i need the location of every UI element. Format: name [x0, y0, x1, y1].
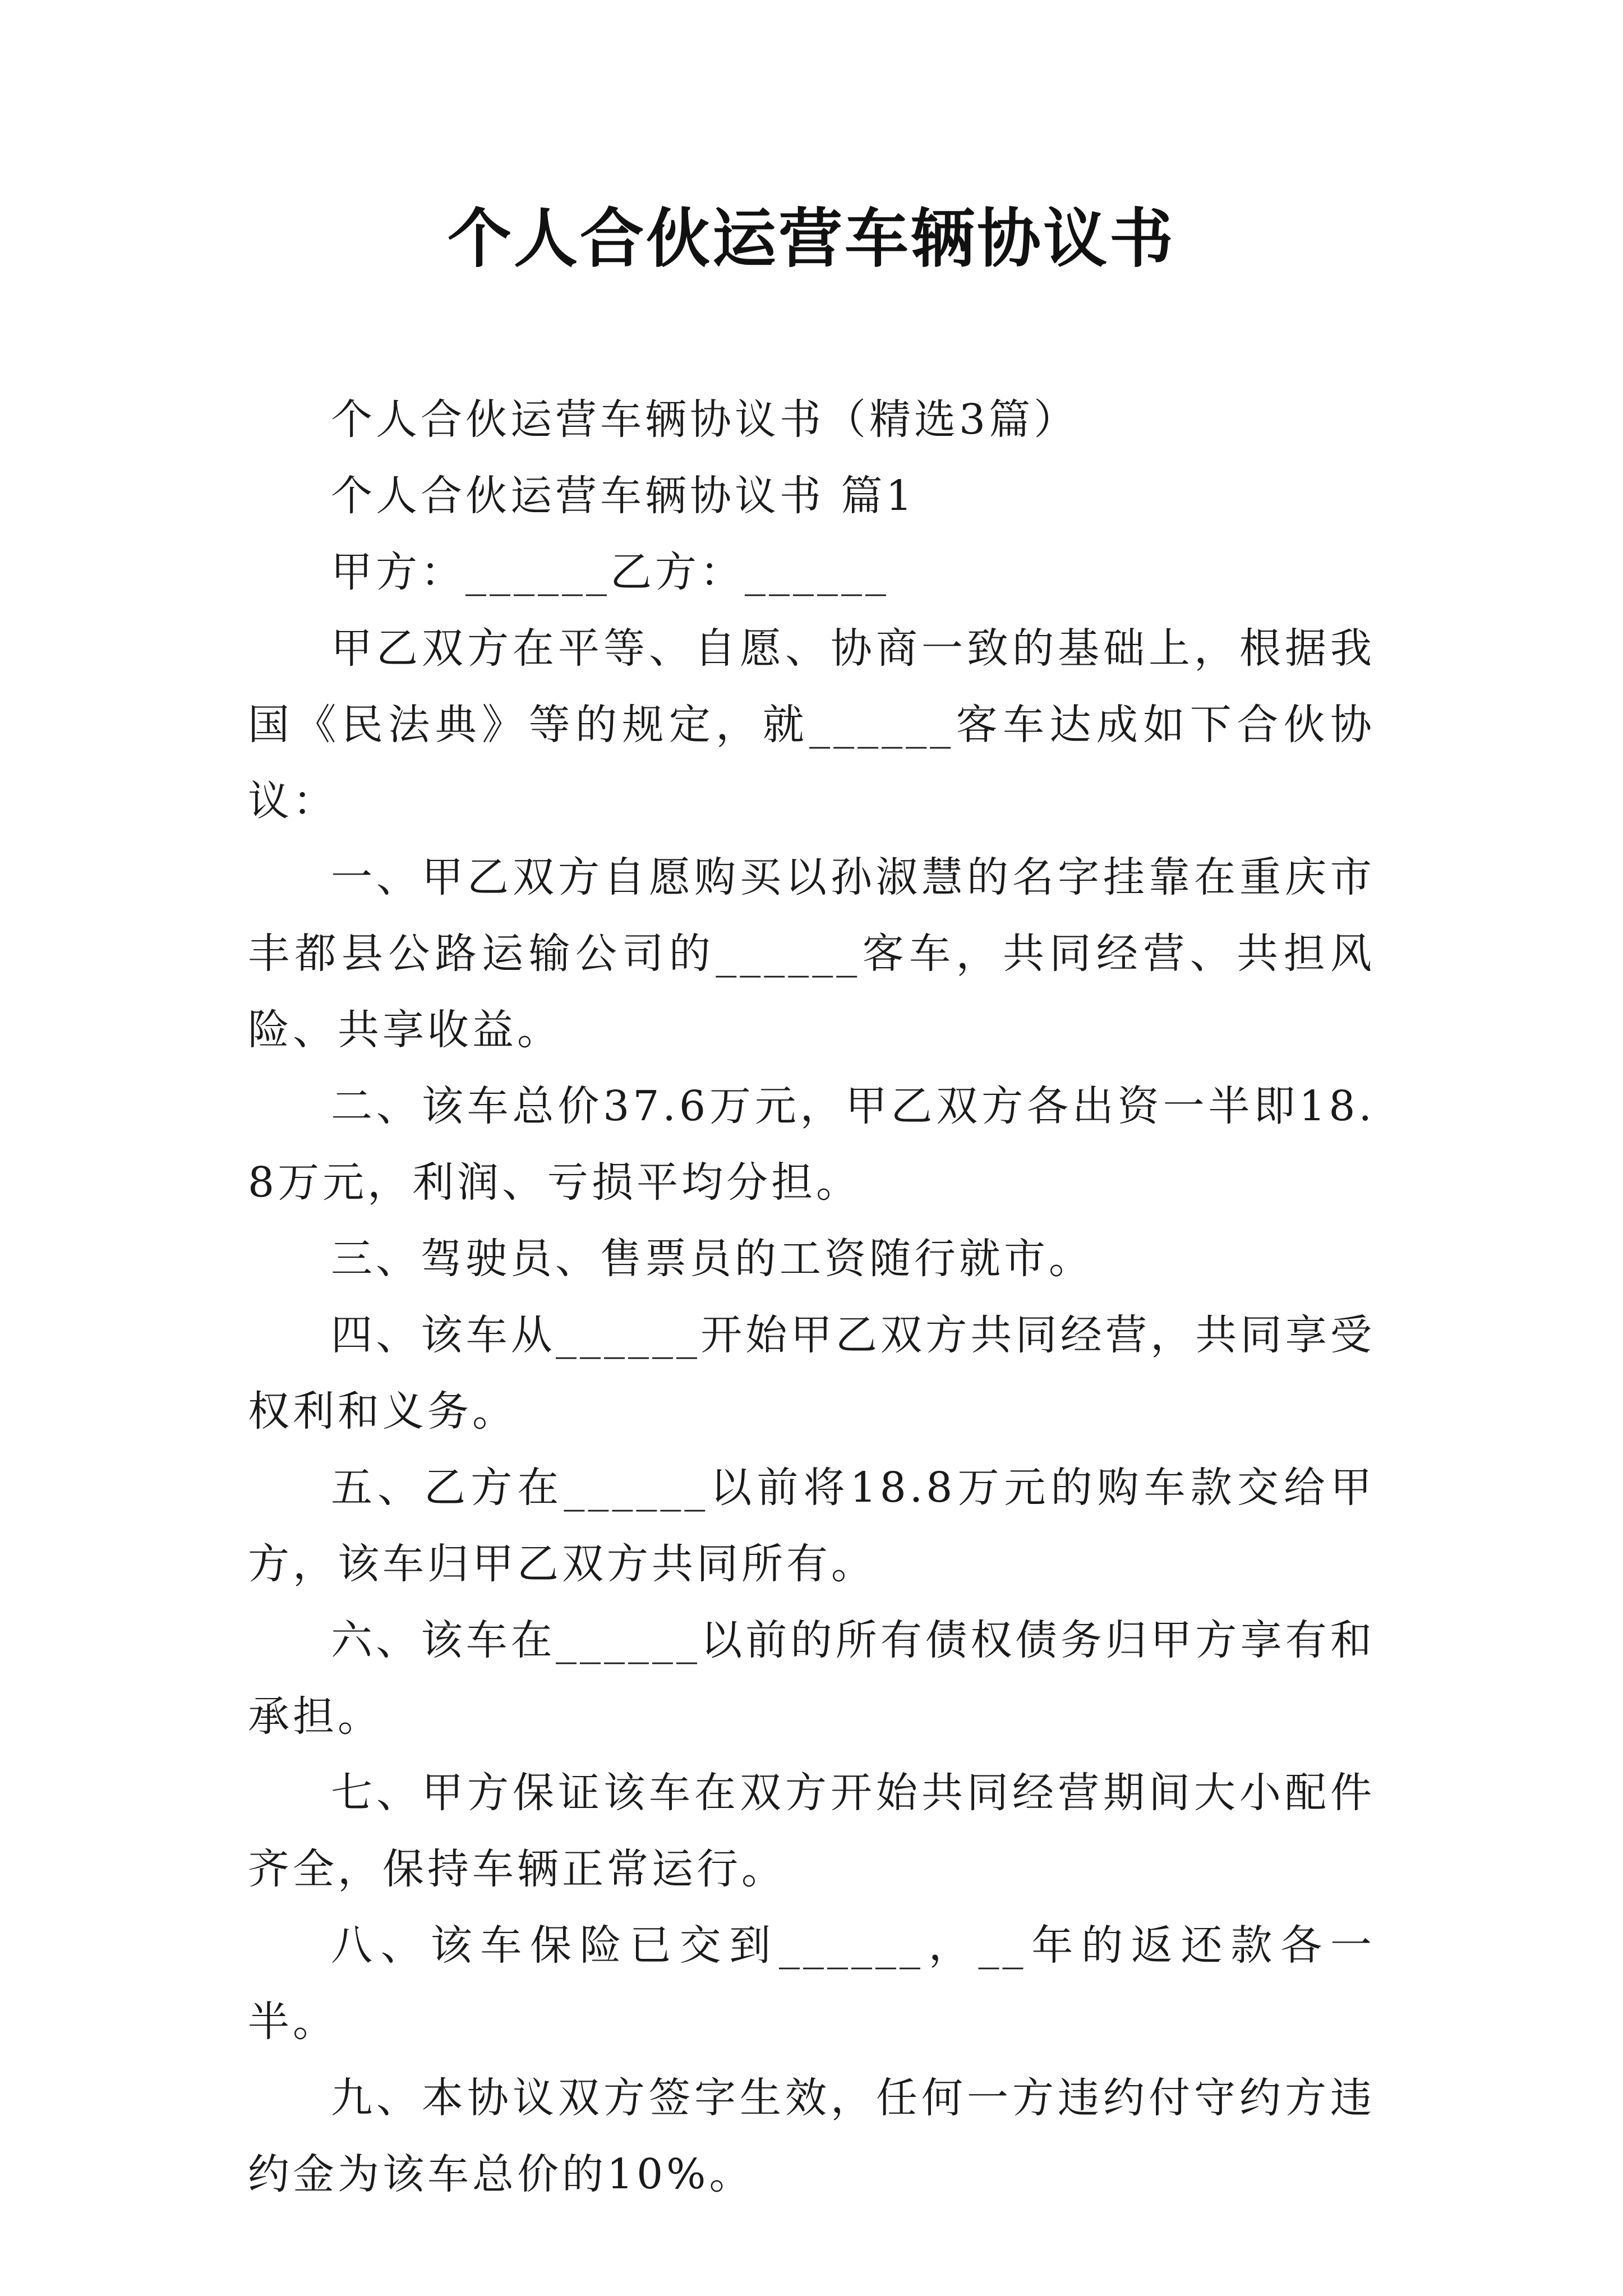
document-body: [248, 381, 1375, 2212]
clause-1: 一、甲乙双方自愿购买以孙淑慧的名字挂靠在重庆市丰都县公路运输公司的______客车，共同经营、共担风险、共享收益。: [248, 853, 1375, 1054]
clause-3: 三、驾驶员、售票员的工资随行就市。: [331, 1235, 1094, 1283]
preamble-paragraph: 甲乙双方在平等、自愿、协商一致的基础上，根据我国《民法典》等的规定，就______客车达成如下合伙协议：: [248, 624, 1375, 825]
parties-line: 甲方：______乙方：______: [331, 548, 889, 596]
clause-5: 五、乙方在______以前将18.8万元的购车款交给甲方，该车归甲乙双方共同所有。: [248, 1464, 1375, 1588]
clause-7: 七、甲方保证该车在双方开始共同经营期间大小配件齐全，保持车辆正常运行。: [248, 1769, 1375, 1893]
clause-8: 八、该车保险已交到______，__年的返还款各一半。: [248, 1921, 1375, 2046]
document-title: 个人合伙运营车辆协议书: [447, 201, 1175, 276]
clause-9: 九、本协议双方签字生效，任何一方违约付守约方违约金为该车总价的10%。: [248, 2074, 1375, 2198]
section-heading: 个人合伙运营车辆协议书 篇1: [331, 472, 916, 520]
clause-2: 二、该车总价37.6万元，甲乙双方各出资一半即18.8万元，利润、亏损平均分担。: [248, 1082, 1375, 1207]
clause-6: 六、该车在______以前的所有债权债务归甲方享有和承担。: [248, 1616, 1375, 1741]
clause-4: 四、该车从______开始甲乙双方共同经营，共同享受权利和义务。: [248, 1311, 1375, 1435]
subtitle-line: 个人合伙运营车辆协议书（精选3篇）: [331, 395, 1079, 444]
